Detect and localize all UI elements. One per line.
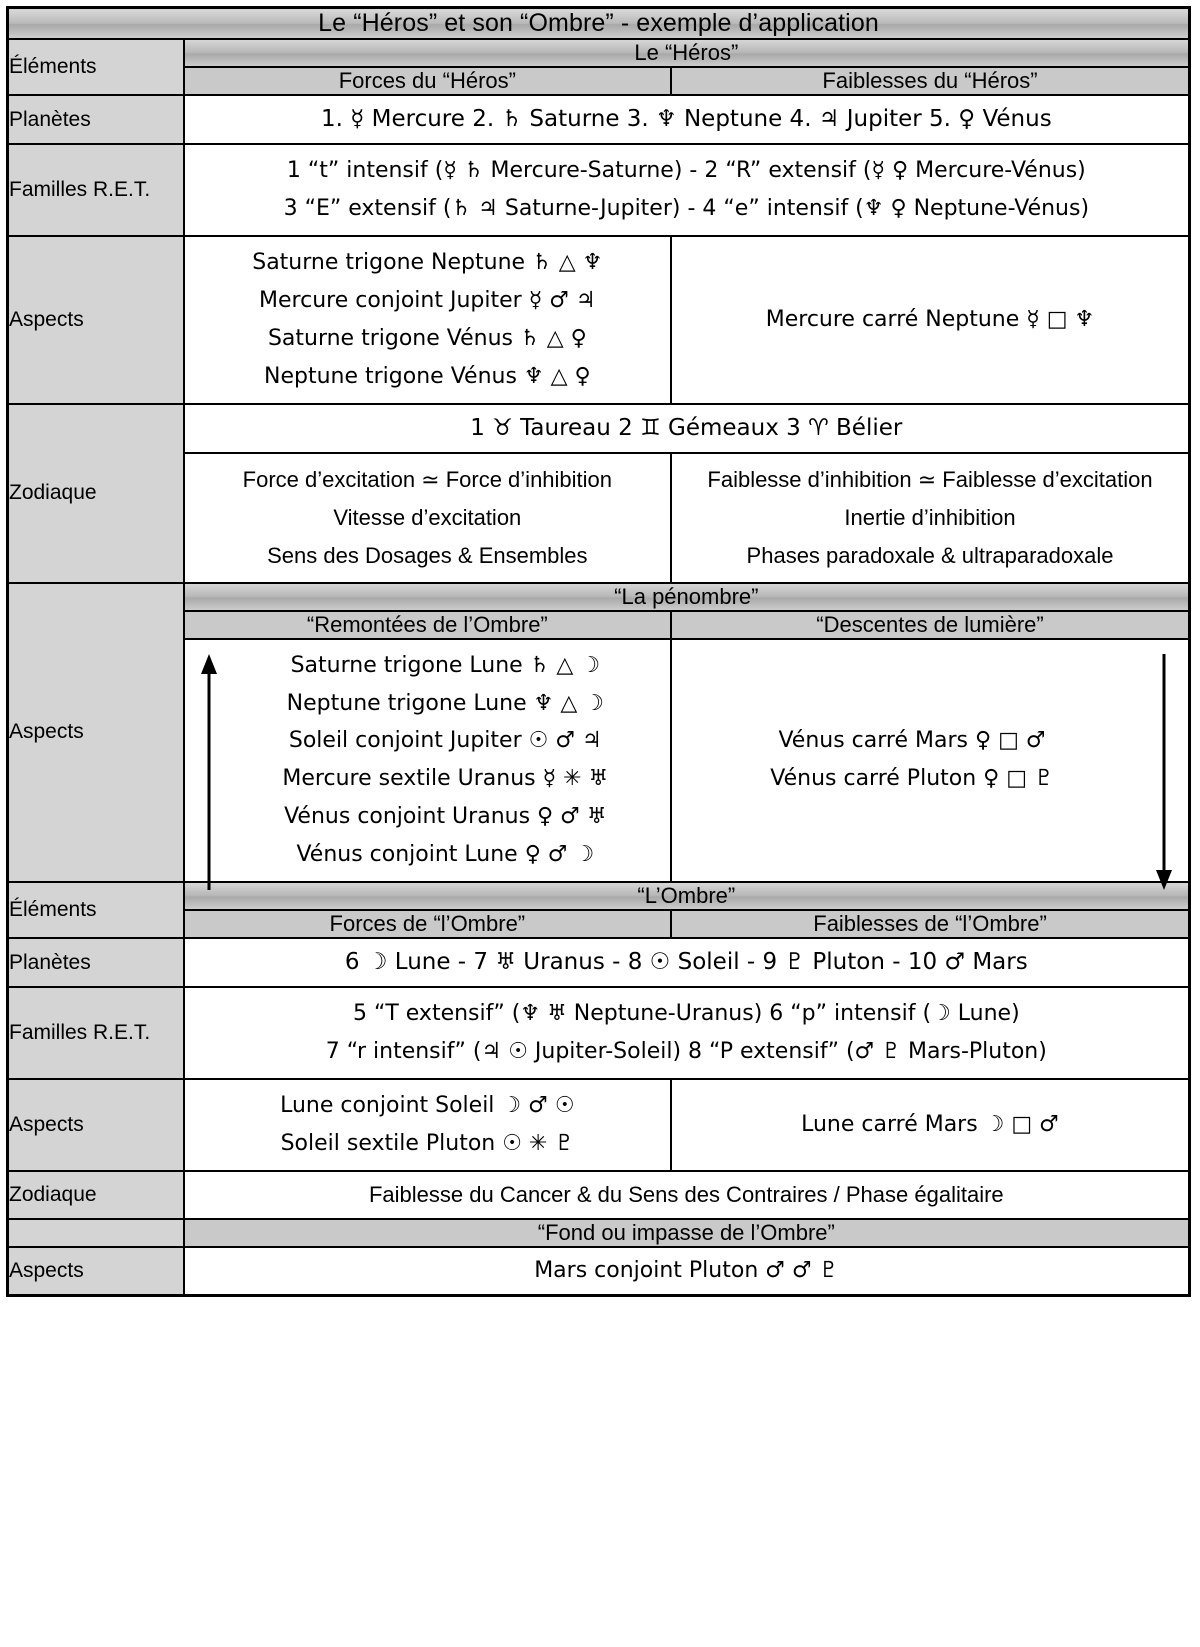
table-row <box>8 453 1190 583</box>
ombre-zodiaque-text: Faiblesse du Cancer & du Sens des Contraires / Phase égalitaire <box>368 1181 1004 1207</box>
ombre-familles-line1: 5 “T extensif” (♆ ♅ Neptune-Uranus) 6 “p” intensif (☽ Lune) <box>352 1001 1020 1027</box>
ombre-aspects-forces-cell <box>184 1079 671 1171</box>
ombre-aspects-faiblesses-cell <box>671 1079 1189 1171</box>
table-row <box>8 1247 1190 1295</box>
list-item: Soleil sextile Pluton ☉ ✳ ♇ <box>280 1131 575 1157</box>
row-label-zodiaque-ombre: Zodiaque <box>8 1171 184 1219</box>
hero-zodiaque-faiblesses-cell <box>671 453 1189 583</box>
table-row <box>8 67 1190 95</box>
penombre-descentes-cell <box>671 639 1189 882</box>
ombre-zodiaque-cell <box>184 1171 1190 1219</box>
ombre-planetes-cell <box>184 938 1190 987</box>
list-item: Sens des Dosages & Ensembles <box>267 542 588 568</box>
table-row <box>8 39 1190 67</box>
arrow-down-icon <box>1152 652 1176 892</box>
page-title: Le “Héros” et son “Ombre” - exemple d’application <box>8 8 1190 40</box>
list-item: Inertie d’inhibition <box>844 504 1016 530</box>
list-item: Vénus carré Pluton ♀ □ ♇ <box>770 766 1054 792</box>
list-item: Vénus conjoint Uranus ♀ ♂ ♅ <box>284 804 607 830</box>
hero-shadow-table <box>6 6 1191 1297</box>
list-item: Lune conjoint Soleil ☽ ♂ ☉ <box>280 1093 575 1119</box>
subband-descentes: “Descentes de lumière” <box>671 611 1189 639</box>
hero-aspects-forces-cell <box>184 236 671 404</box>
list-item: Vitesse d’excitation <box>333 504 522 530</box>
row-label-elements-ombre: Éléments <box>8 882 184 938</box>
hero-familles-line2: 3 “E” extensif (♄ ♃ Saturne-Jupiter) - 4 “e” intensif (♆ ♀ Neptune-Vénus) <box>283 196 1090 222</box>
table-row <box>8 639 1190 882</box>
hero-zodiaque-band-text: 1 ♉ Taureau 2 ♊ Gémeaux 3 ♈ Bélier <box>470 414 903 441</box>
row-label-aspects-penombre: Aspects <box>8 583 184 882</box>
hero-familles-cell <box>184 144 1190 236</box>
table-row <box>8 236 1190 404</box>
row-label-elements-hero: Éléments <box>8 39 184 95</box>
table-row <box>8 583 1190 611</box>
list-item: Faiblesse d’inhibition ≃ Faiblesse d’excitation <box>707 467 1153 493</box>
row-label-planetes-hero: Planètes <box>8 95 184 144</box>
row-label-familles-hero: Familles R.E.T. <box>8 144 184 236</box>
row-label-aspects-ombre: Aspects <box>8 1079 184 1171</box>
hero-planetes-text: 1. ☿ Mercure 2. ♄ Saturne 3. ♆ Neptune 4. ♃ Jupiter 5. ♀ Vénus <box>320 106 1052 132</box>
list-item: Saturne trigone Vénus ♄ △ ♀ <box>267 325 587 351</box>
list-item: Mercure sextile Uranus ☿ ✳ ♅ <box>282 766 609 792</box>
row-label-aspects-hero: Aspects <box>8 236 184 404</box>
hero-aspects-faiblesses-cell <box>671 236 1189 404</box>
subband-hero-forces: Forces du “Héros” <box>184 67 671 95</box>
table-row <box>8 882 1190 910</box>
hero-familles-line1: 1 “t” intensif (☿ ♄ Mercure-Saturne) - 2 “R” extensif (☿ ♀ Mercure-Vénus) <box>286 158 1086 184</box>
table-row <box>8 1171 1190 1219</box>
list-item: Neptune trigone Lune ♆ △ ☽ <box>286 690 604 716</box>
table-row <box>8 1079 1190 1171</box>
table-row <box>8 938 1190 987</box>
list-item: Phases paradoxale & ultraparadoxale <box>746 542 1114 568</box>
ombre-familles-cell <box>184 987 1190 1079</box>
band-fond-ombre: “Fond ou impasse de l’Ombre” <box>184 1219 1190 1247</box>
hero-zodiaque-band-cell <box>184 404 1190 453</box>
arrow-up-icon <box>197 652 221 892</box>
subband-ombre-faiblesses: Faiblesses de “l’Ombre” <box>671 910 1189 938</box>
table-row <box>8 404 1190 453</box>
list-item: Neptune trigone Vénus ♆ △ ♀ <box>264 363 591 389</box>
ombre-fond-aspect-cell <box>184 1247 1190 1295</box>
list-item: Saturne trigone Lune ♄ △ ☽ <box>290 652 601 678</box>
ombre-familles-line2: 7 “r intensif” (♃ ☉ Jupiter-Soleil) 8 “P extensif” (♂ ♇ Mars-Pluton) <box>325 1039 1047 1065</box>
ombre-fond-aspect-text: Mars conjoint Pluton ♂ ♂ ♇ <box>534 1257 839 1283</box>
table-row <box>8 987 1190 1079</box>
band-ombre: “L’Ombre” <box>184 882 1190 910</box>
list-item: Mercure carré Neptune ☿ □ ♆ <box>765 306 1095 332</box>
row-label-aspects-fond: Aspects <box>8 1247 184 1295</box>
subband-hero-faiblesses: Faiblesses du “Héros” <box>671 67 1189 95</box>
list-item: Vénus carré Mars ♀ □ ♂ <box>778 728 1046 754</box>
list-item: Soleil conjoint Jupiter ☉ ♂ ♃ <box>288 728 602 754</box>
row-label-empty <box>8 1219 184 1247</box>
table-row <box>8 1219 1190 1247</box>
subband-ombre-forces: Forces de “l’Ombre” <box>184 910 671 938</box>
subband-remontees: “Remontées de l’Ombre” <box>184 611 671 639</box>
list-item: Force d’excitation ≃ Force d’inhibition <box>242 467 613 493</box>
table-row <box>8 95 1190 144</box>
row-label-familles-ombre: Familles R.E.T. <box>8 987 184 1079</box>
ombre-planetes-text: 6 ☽ Lune - 7 ♅ Uranus - 8 ☉ Soleil - 9 ♇ Pluton - 10 ♂ Mars <box>344 949 1028 976</box>
table-row <box>8 8 1190 40</box>
list-item: Lune carré Mars ☽ □ ♂ <box>801 1112 1059 1138</box>
table-row <box>8 611 1190 639</box>
list-item: Saturne trigone Neptune ♄ △ ♆ <box>252 250 603 276</box>
list-item: Vénus conjoint Lune ♀ ♂ ☽ <box>296 842 595 868</box>
hero-planetes-cell <box>184 95 1190 144</box>
row-label-planetes-ombre: Planètes <box>8 938 184 987</box>
band-penombre: “La pénombre” <box>184 583 1190 611</box>
list-item: Mercure conjoint Jupiter ☿ ♂ ♃ <box>259 288 596 314</box>
table-row <box>8 144 1190 236</box>
band-hero: Le “Héros” <box>184 39 1190 67</box>
penombre-remontees-cell <box>184 639 671 882</box>
hero-zodiaque-forces-cell <box>184 453 671 583</box>
table-row <box>8 910 1190 938</box>
row-label-zodiaque-hero: Zodiaque <box>8 404 184 583</box>
